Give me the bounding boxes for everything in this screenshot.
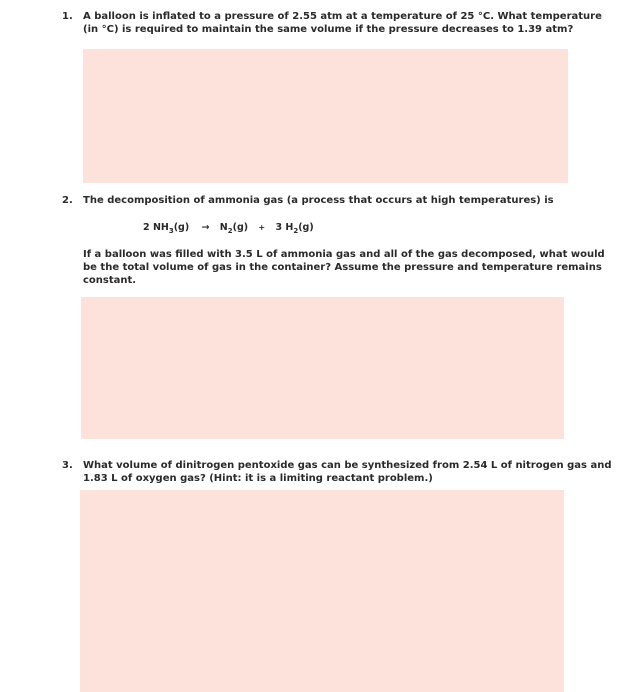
answer-box-3[interactable]: [80, 490, 564, 692]
product-2: 3 $H_2(g)$: [275, 222, 314, 235]
question-number-3: 3.: [62, 460, 73, 471]
product-1: $N_2(g)$: [219, 222, 249, 235]
answer-box-2[interactable]: [81, 297, 564, 439]
reactant: 2 $NH_3(g)$: [143, 222, 190, 235]
question-number-1: 1.: [62, 11, 73, 22]
question-2-line-1: If a balloon was filled with 3.5 L of ammonia gas and all of the gas decomposed, what would: [83, 249, 605, 260]
question-3-line-2: 1.83 L of oxygen gas? (Hint: it is a limiting reactant problem.): [83, 473, 433, 484]
reaction-arrow: →: [201, 222, 210, 233]
question-2-intro: The decomposition of ammonia gas (a process that occurs at high temperatures) is: [83, 195, 554, 206]
question-number-2: 2.: [62, 195, 73, 206]
question-1-line-2: (in °C) is required to maintain the same volume if the pressure decreases to 1.39 atm?: [83, 24, 574, 35]
question-2-line-2: be the total volume of gas in the container? Assume the pressure and temperature remains: [83, 262, 602, 273]
question-3-line-1: What volume of dinitrogen pentoxide gas can be synthesized from 2.54 L of nitrogen gas and: [83, 460, 612, 471]
question-1-line-1: A balloon is inflated to a pressure of 2.55 atm at a temperature of 25 °C. What temperature: [83, 11, 602, 22]
question-2-line-3: constant.: [83, 275, 137, 286]
plus-sign: +: [258, 223, 266, 232]
chemical-equation: [143, 221, 314, 234]
answer-box-1[interactable]: [83, 49, 568, 183]
